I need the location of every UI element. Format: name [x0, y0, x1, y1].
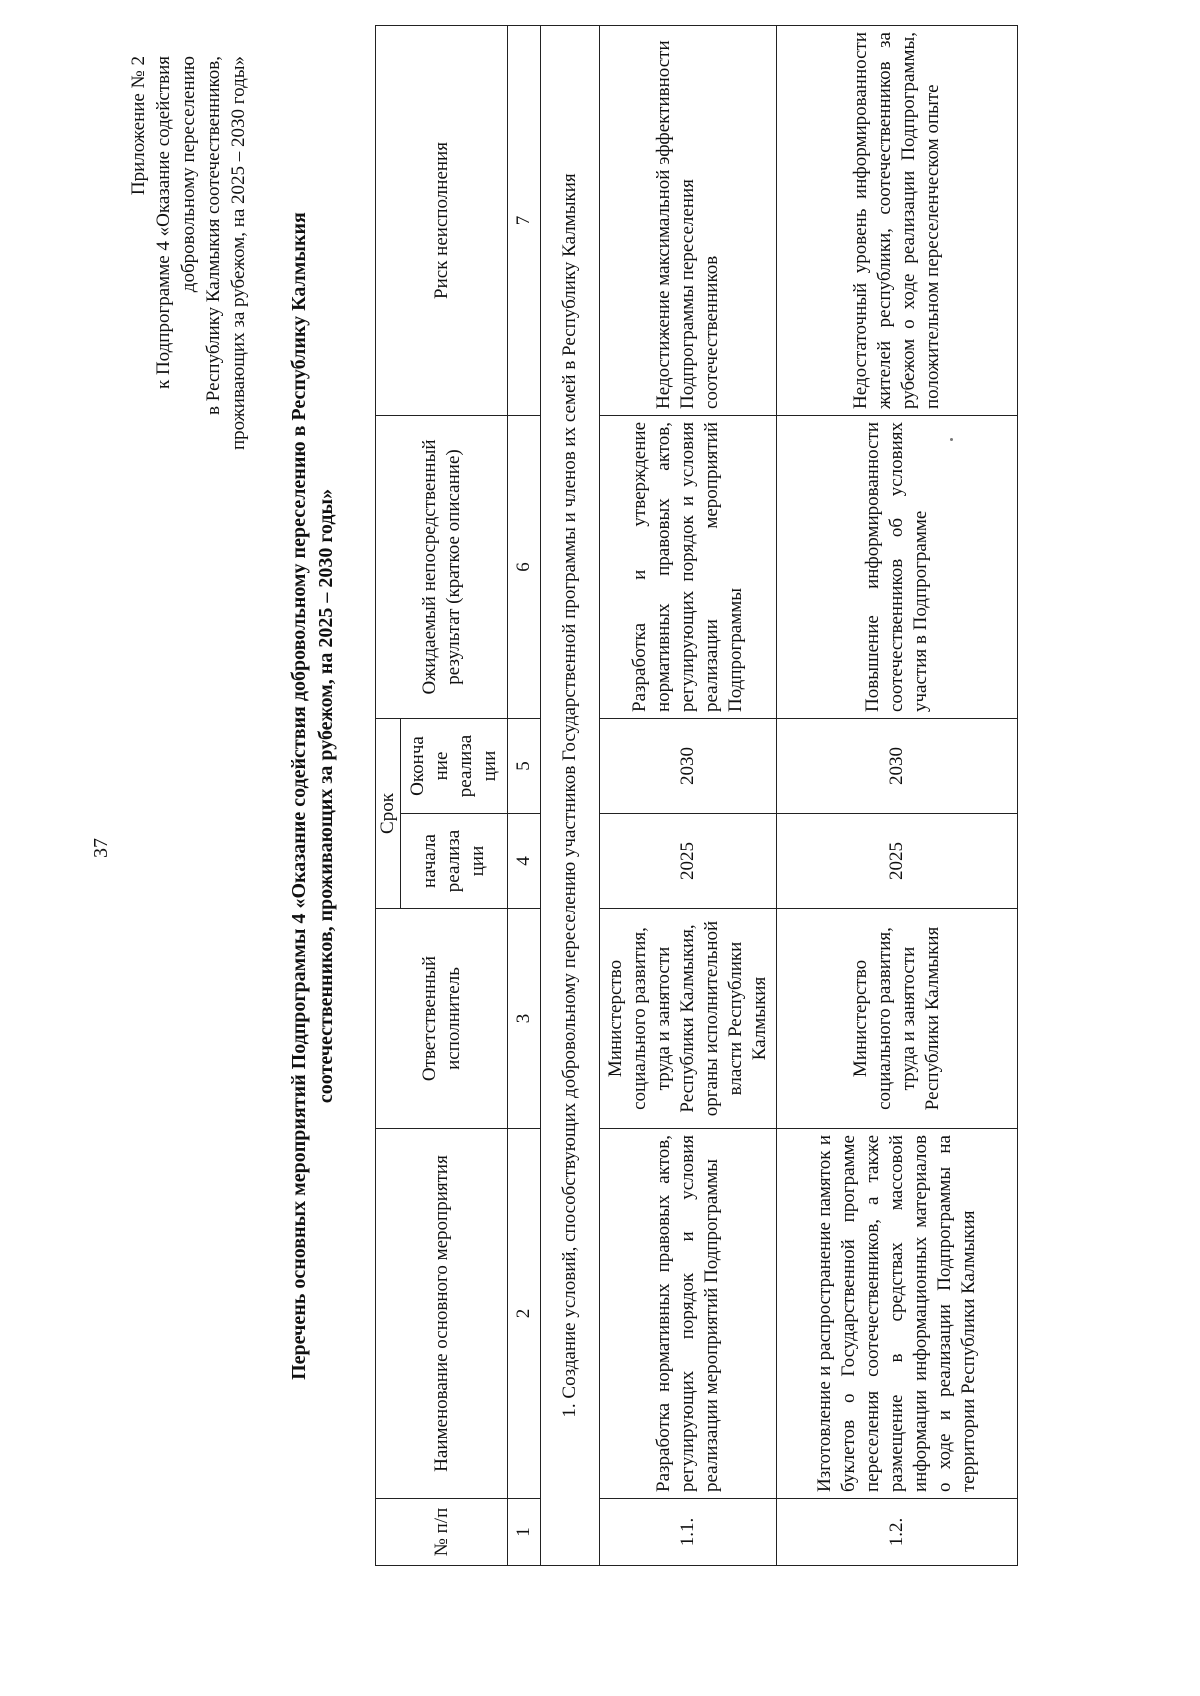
column-number: 2 [508, 1129, 541, 1499]
row-result: Повышение информированности соотечественников об условиях участия в Подпрограмме [777, 416, 1018, 719]
appendix-reference [126, 56, 251, 646]
column-number: 5 [508, 719, 541, 814]
column-number-row [508, 26, 541, 1566]
row-executor: Министерство социального развития, труда и занятости Республики Калмыкия, органы исполнительной власти Республики Калмыкия [600, 909, 777, 1129]
activities-table [375, 25, 1018, 1566]
header-executor: Ответственный исполнитель [376, 909, 508, 1129]
row-result: Разработка и утверждение нормативных правовых актов, регулирующих порядок и условия реализации мероприятий Подпрограммы [600, 416, 777, 719]
row-num: 1.1. [600, 1499, 777, 1566]
header-num: № п/п [376, 1499, 508, 1566]
appendix-line: проживающих за рубежом, на 2025 – 2030 годы» [228, 56, 249, 451]
header-name: Наименование основного мероприятия [376, 1129, 508, 1499]
header-term: Срок [376, 719, 401, 909]
table-row [777, 26, 1018, 1566]
row-start: 2025 [600, 814, 777, 909]
appendix-line: Приложение № 2 [128, 56, 149, 196]
header-result: Ожидаемый непосредственный результат (краткое описание) [376, 416, 508, 719]
row-start: 2025 [777, 814, 1018, 909]
title-line: Перечень основных мероприятий Подпрограммы 4 «Оказание содействия добровольному переселению в Республику Калмыкия [288, 212, 310, 1380]
appendix-line: в Республику Калмыкия соотечественников, [203, 56, 224, 415]
document-title [286, 16, 340, 1576]
section-row [541, 26, 600, 1566]
column-number: 3 [508, 909, 541, 1129]
title-line: соотечественников, проживающих за рубежом, на 2025 – 2030 годы» [315, 488, 337, 1104]
header-end: Оконча ние реализа ции [401, 719, 508, 814]
row-name: Изготовление и распространение памяток и буклетов о Государственной программе переселения соотечественников, а также размещение в средствах массовой информации информационных материалов о ходе и реализации Подпрограммы на территории Республики Калмыкия [777, 1129, 1018, 1499]
row-name: Разработка нормативных правовых актов, регулирующих порядок и условия реализации мероприятий Подпрограммы [600, 1129, 777, 1499]
section-title: 1. Создание условий, способствующих добровольному переселению участников Государственной программы и членов их семей в Республику Калмыкия [541, 26, 600, 1566]
row-num: 1.2. [777, 1499, 1018, 1566]
page-number: 37 [90, 838, 112, 858]
column-number: 6 [508, 416, 541, 719]
row-end: 2030 [600, 719, 777, 814]
row-risk: Недостижение максимальной эффективности Подпрограммы переселения соотечественников [600, 26, 777, 416]
appendix-line: добровольному переселению [178, 56, 199, 293]
appendix-line: к Подпрограмме 4 «Оказание содействия [153, 56, 174, 390]
row-executor: Министерство социального развития, труда и занятости Республики Калмыкия [777, 909, 1018, 1129]
header-risk: Риск неисполнения [376, 26, 508, 416]
column-number: 1 [508, 1499, 541, 1566]
row-end: 2030 [777, 719, 1018, 814]
header-row [376, 26, 401, 1566]
header-start: начала реализа ции [401, 814, 508, 909]
row-risk: Недостаточный уровень информированности жителей республики, соотечественников за рубежом о ходе реализации Подпрограммы, положительном переселенческом опыте [777, 26, 1018, 416]
column-number: 7 [508, 26, 541, 416]
column-number: 4 [508, 814, 541, 909]
table-row [600, 26, 777, 1566]
